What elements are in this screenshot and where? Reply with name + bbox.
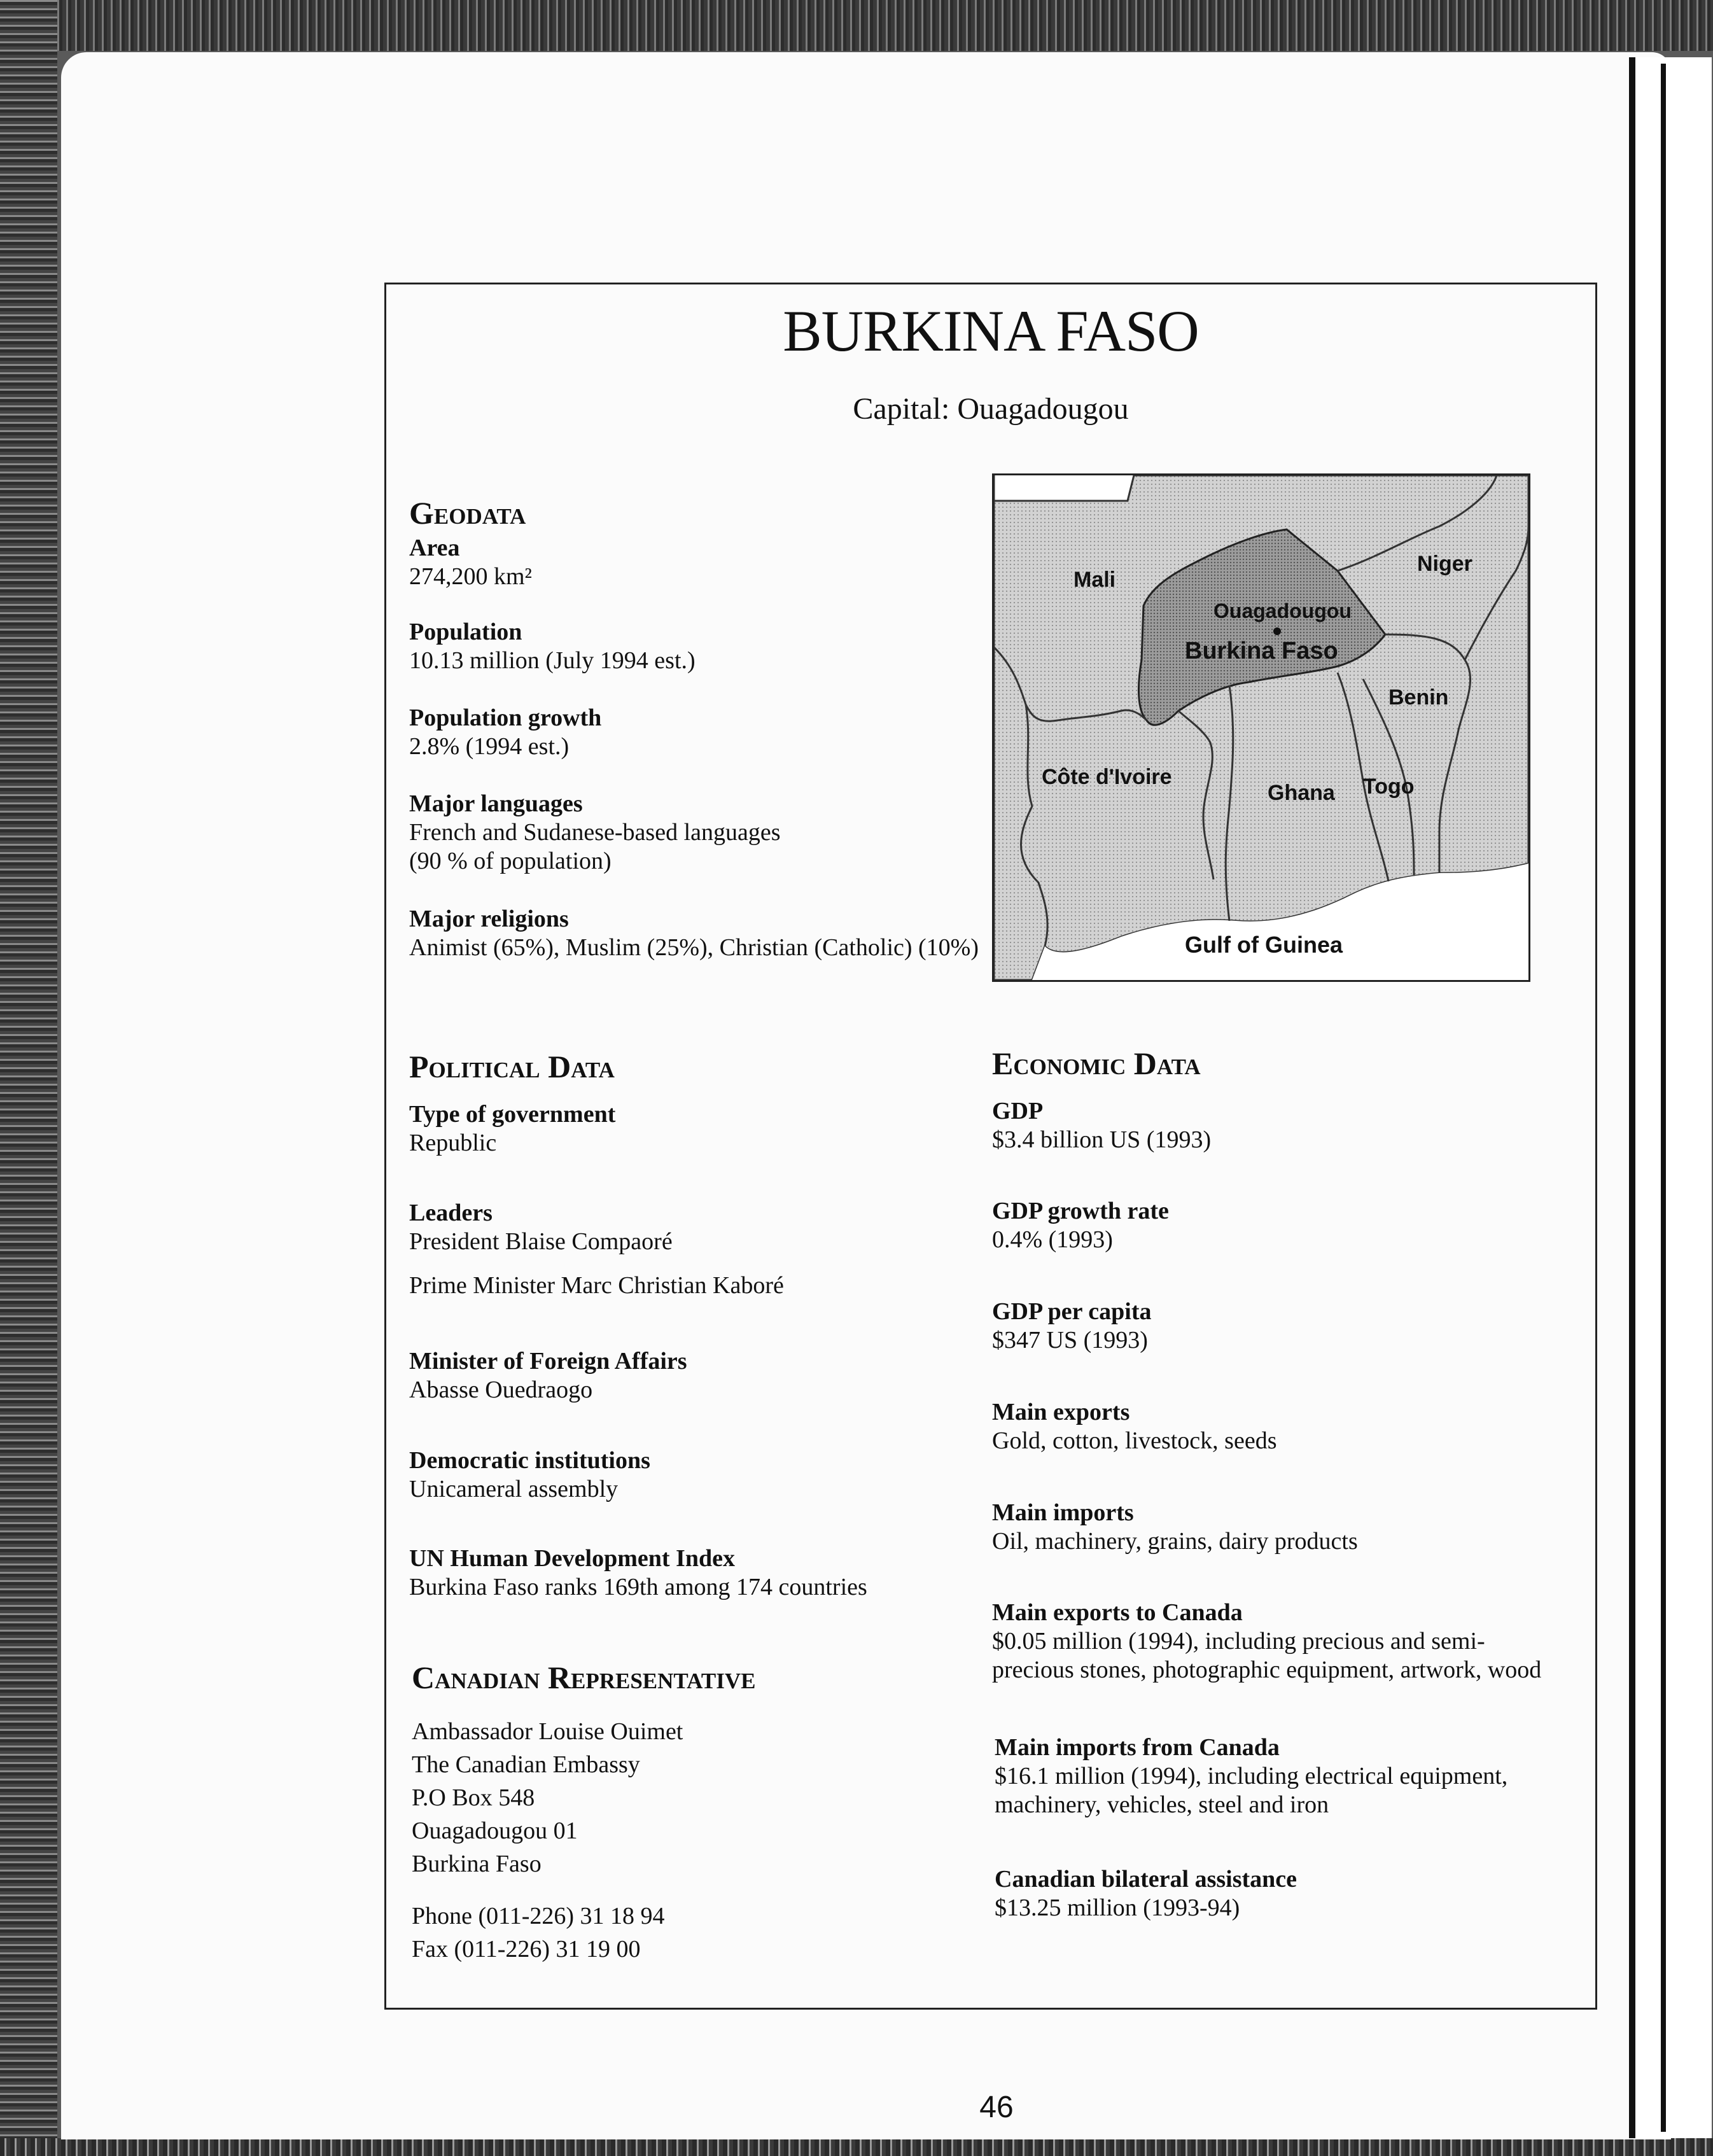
field-value: Unicameral assembly [409,1476,619,1502]
map-label-mali: Mali [1073,568,1116,592]
canadian-representative-address [412,1715,972,1966]
address-line: P.O Box 548 [412,1784,535,1811]
field-value: Animist (65%), Muslim (25%), Christian (Catholic) (10%) [409,934,979,961]
address-line: Ouagadougou 01 [412,1817,578,1844]
field-label: Population growth [409,704,602,731]
field-value: $347 US (1993) [992,1327,1148,1354]
field-value: President Blaise Compaoré [409,1228,673,1255]
field-value: Gold, cotton, livestock, seeds [992,1427,1277,1454]
economic-canadian-bilateral-assistance [995,1865,1555,1922]
economic-main-exports [992,1398,1552,1455]
field-label: Leaders [409,1200,493,1226]
field-value: $13.25 million (1993-94) [995,1894,1240,1921]
political-un-human-development-index [409,1544,969,1602]
address-line: Burkina Faso [412,1851,542,1877]
field-label: Canadian bilateral assistance [995,1866,1297,1893]
field-label: Population [409,619,522,645]
field-label: Major languages [409,790,583,817]
field-value: $3.4 billion US (1993) [992,1126,1212,1153]
canadian-representative-heading: Canadian Representative [412,1660,756,1695]
page-title: BURKINA FASO [783,298,1199,363]
map-label-ghana: Ghana [1268,781,1335,805]
field-value: $0.05 million (1994), including precious and semi- [992,1628,1485,1655]
address-line: The Canadian Embassy [412,1751,640,1778]
geodata-population-growth [409,704,969,761]
political-democratic-institutions [409,1446,969,1504]
address-line: Ambassador Louise Ouimet [412,1718,683,1745]
economic-gdp-growth-rate [992,1197,1552,1254]
field-value: Republic [409,1130,497,1156]
map-label-gulf-of-guinea: Gulf of Guinea [1185,932,1343,958]
economic-gdp [992,1097,1552,1154]
regional-map [992,473,1530,982]
political-leaders [409,1199,969,1300]
country-profile-frame [384,283,1597,2010]
field-value: Oil, machinery, grains, dairy products [992,1528,1358,1555]
field-label: Democratic institutions [409,1447,650,1474]
field-label: Major religions [409,906,569,932]
field-label: Minister of Foreign Affairs [409,1348,687,1375]
phone-line: Phone (011-226) 31 18 94 [412,1903,665,1929]
field-value-2: machinery, vehicles, steel and iron [995,1791,1329,1818]
field-value: 2.8% (1994 est.) [409,733,570,760]
political-type-of-government [409,1100,969,1158]
field-value: 274,200 km² [409,563,532,590]
geodata-major-religions [409,905,982,962]
economic-main-exports-to-canada [992,1599,1577,1684]
map-graphic [994,475,1528,980]
scan-border-top [0,0,1713,51]
field-value: French and Sudanese-based languages [409,819,781,846]
field-value: 0.4% (1993) [992,1226,1113,1253]
page-number: 46 [979,2090,1014,2124]
map-label-benin: Benin [1388,685,1449,710]
geodata-population [409,618,969,675]
scan-border-left [0,0,57,2156]
field-label: UN Human Development Index [409,1545,735,1572]
field-value-2: Prime Minister Marc Christian Kaboré [409,1272,784,1299]
field-label: Main imports [992,1499,1134,1526]
map-label-togo: Togo [1363,774,1415,799]
field-label: Main imports from Canada [995,1734,1280,1761]
economic-main-imports [992,1499,1552,1556]
field-label: GDP growth rate [992,1198,1169,1224]
field-label: Area [409,535,460,561]
field-value: Burkina Faso ranks 169th among 174 countries [409,1574,867,1600]
scan-border-bottom [0,2138,1713,2156]
economic-main-imports-from-canada [995,1733,1580,1819]
ouagadougou-marker [1273,627,1281,635]
economic-gdp-per-capita [992,1298,1552,1355]
capital-line: Capital: Ouagadougou [853,392,1129,426]
page-sheet [61,52,1671,2139]
political-minister-of-foreign-affairs [409,1347,969,1404]
field-value: Abasse Ouedraogo [409,1376,593,1403]
field-value-2: (90 % of population) [409,848,612,874]
map-label-burkina-faso: Burkina Faso [1185,638,1338,664]
political-data-heading: Political Data [409,1049,615,1084]
field-value-2: precious stones, photographic equipment, artwork, wood [992,1656,1542,1683]
economic-data-heading: Economic Data [992,1046,1201,1081]
geodata-heading: Geodata [409,495,526,531]
field-label: Type of government [409,1101,616,1128]
geodata-area [409,534,969,591]
field-label: GDP per capita [992,1298,1152,1325]
map-label-cote-divoire: Côte d'Ivoire [1042,765,1172,789]
map-label-ouagadougou: Ouagadougou [1213,599,1352,622]
field-value: $16.1 million (1994), including electrical equipment, [995,1763,1508,1789]
binding-edge [1629,57,1712,2138]
field-value: 10.13 million (July 1994 est.) [409,647,696,674]
field-label: Main exports [992,1399,1130,1425]
map-label-niger: Niger [1417,552,1472,576]
field-label: Main exports to Canada [992,1599,1243,1626]
geodata-major-languages [409,790,969,876]
field-label: GDP [992,1098,1044,1124]
fax-line: Fax (011-226) 31 19 00 [412,1936,641,1963]
